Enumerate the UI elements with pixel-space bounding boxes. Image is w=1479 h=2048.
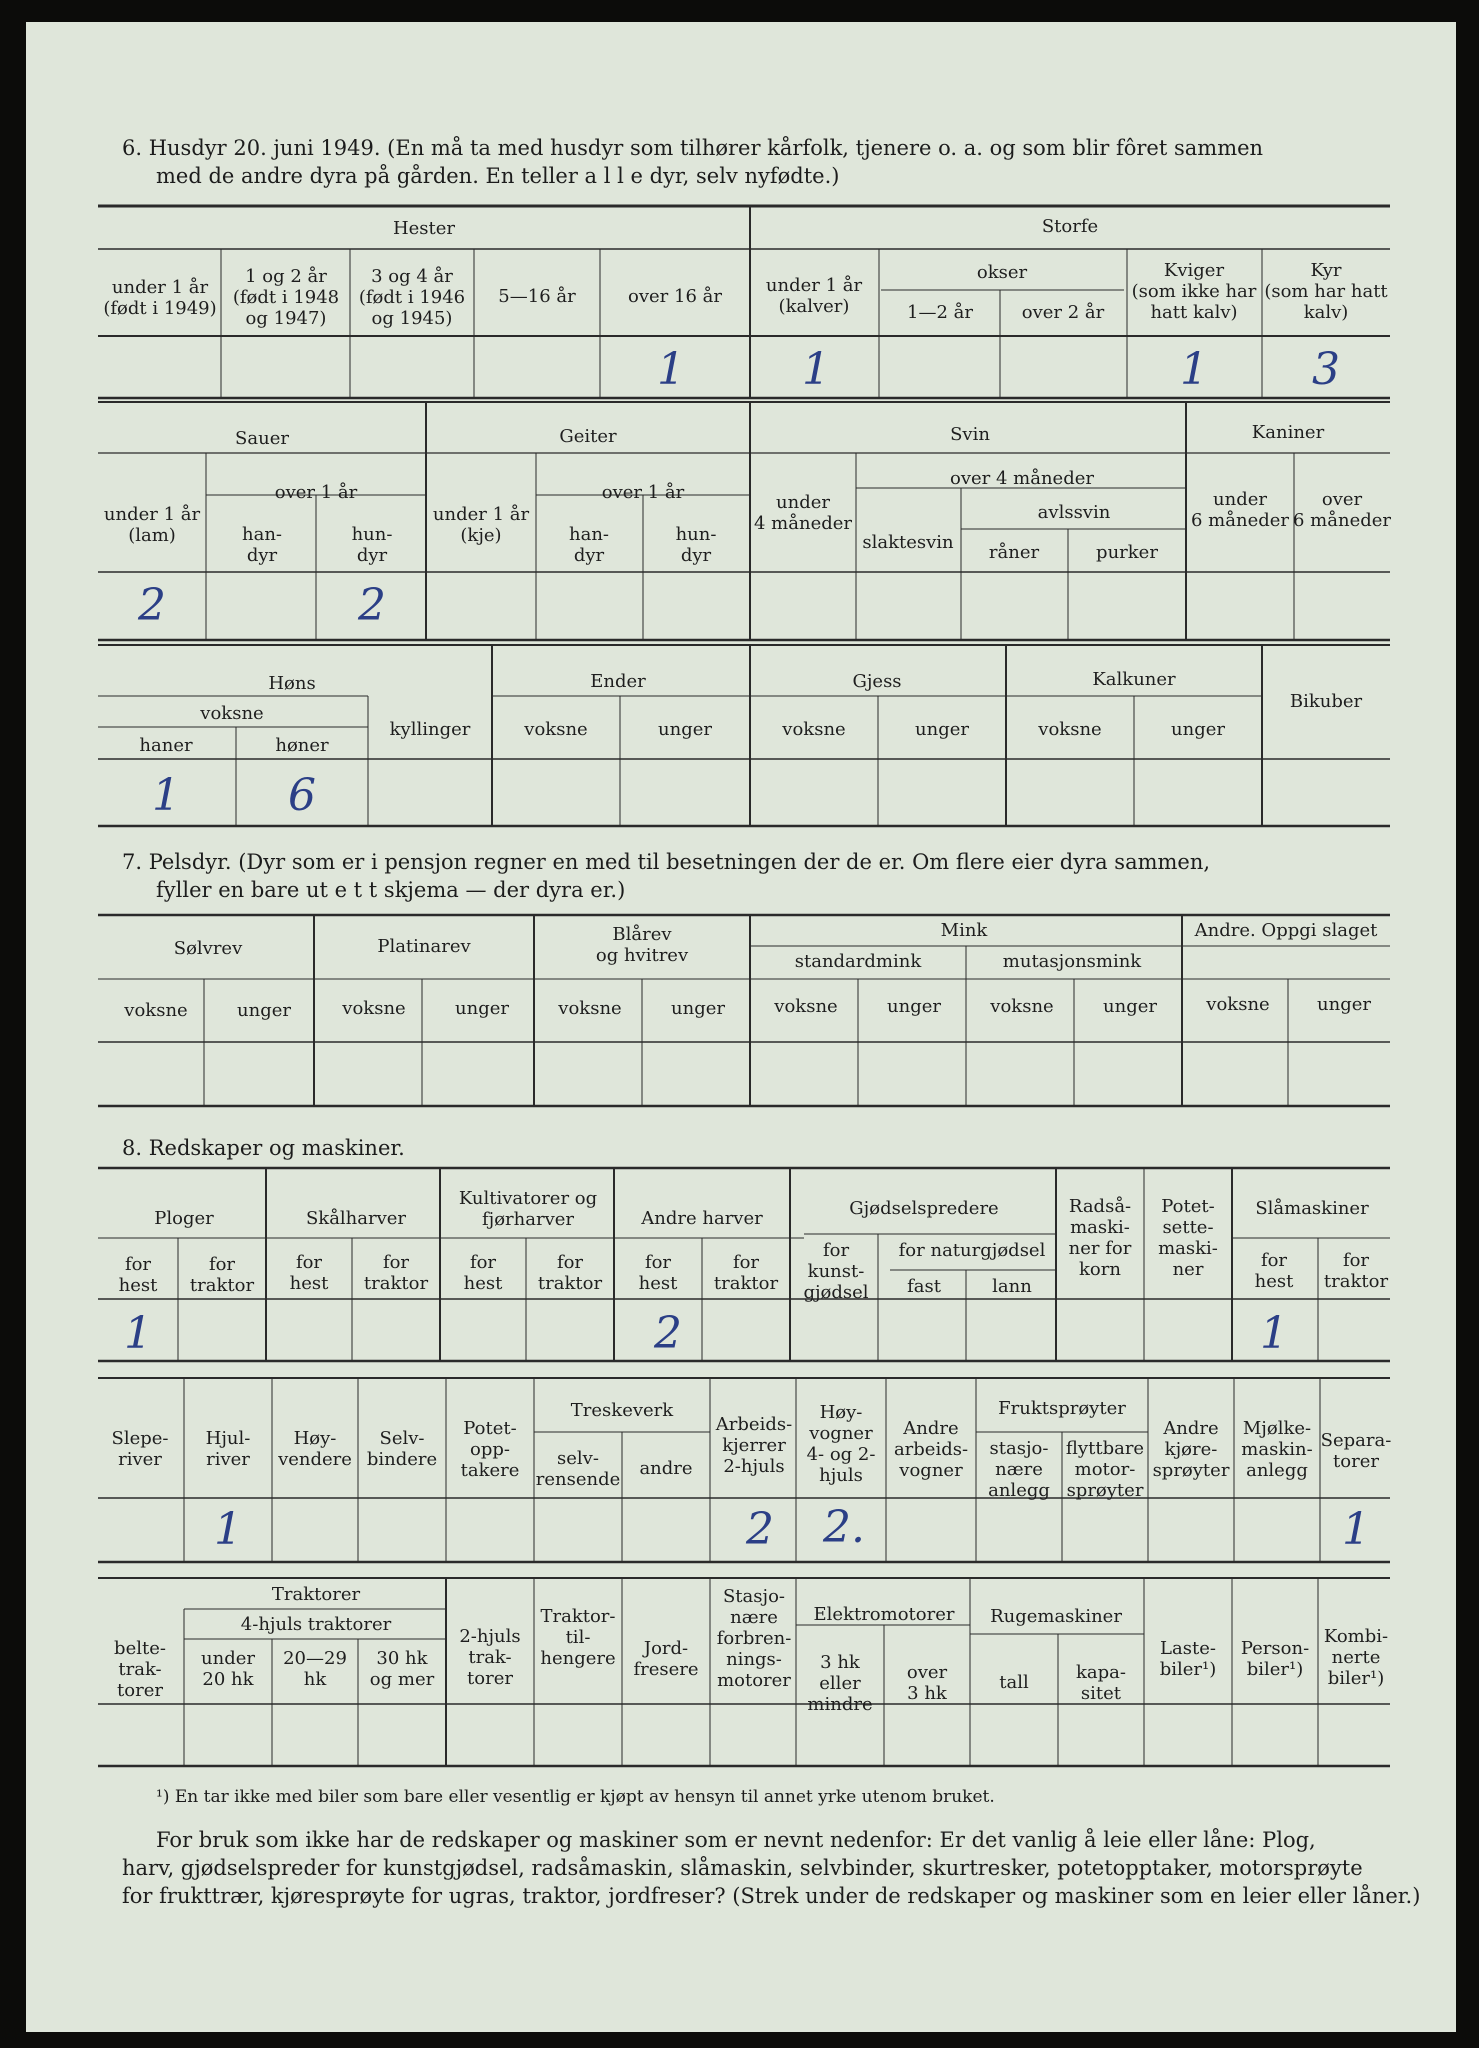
ender-title: Ender [590,671,646,692]
traktor-20-29: 20—29 hk [283,1648,347,1690]
hons-voksne: voksne [200,703,264,724]
redskap-skalharver: Skålharver [305,1208,407,1229]
hons-haner-value[interactable]: 1 [152,770,180,821]
storfe-okser-1-2: 1—2 år [907,302,973,323]
redskap-rugemaskiner: Rugemaskiner [990,1606,1122,1627]
hjulriver-value[interactable]: 1 [214,1504,242,1555]
svin-slakte: slaktesvin [862,532,954,553]
bikuber: Bikuber [1289,691,1363,712]
redskap-lastebiler: Laste- biler¹) [1159,1638,1217,1680]
pels-unger-6: unger [1317,994,1371,1015]
section8-heading: 8. Redskaper og maskiner. [122,1136,405,1160]
sauer-lam: under 1 år (lam) [103,504,201,546]
hons-honer-value[interactable]: 6 [288,770,316,821]
elektro-over3: over 3 hk [906,1662,948,1704]
pels-voksne-1: voksne [124,1000,188,1021]
kalkuner-voksne: voksne [1038,719,1102,740]
traktor-2hjuls: 2-hjuls trak- torer [459,1626,521,1689]
redskap-radsamaskiner: Radså- maski- ner for korn [1068,1196,1132,1280]
sauer-lam-value[interactable]: 2 [138,580,166,631]
redskap-jordfresere: Jord- fresere [633,1638,699,1680]
mink-standard: standardmink [794,951,922,972]
traktor-under20: under 20 hk [201,1648,255,1690]
closing-line3: for frukttrær, kjøresprøyte for ugras, traktor, jordfreser? (Strek under de redskaper og maskiner som en leier eller låner.) [122,1884,1421,1908]
sauer-hundyr-value[interactable]: 2 [358,580,386,631]
svin-over4: over 4 måneder [950,468,1094,489]
storfe-calves-value[interactable]: 1 [802,344,830,395]
redskap-potetopptakere: Potet- opp- takere [460,1418,520,1481]
redskap-slamaskiner: Slåmaskiner [1255,1198,1369,1219]
redskap-arbeidskjerrer: Arbeids- kjerrer 2-hjuls [715,1414,793,1477]
kaniner-under6: under 6 måneder [1191,489,1289,531]
harv-for-hest: for hest [638,1252,678,1294]
gjess-title: Gjess [852,671,902,692]
tresk-selvrensende: selv- rensende [535,1448,621,1490]
redskap-fruktsproyter: Fruktsprøyter [998,1398,1126,1419]
frukt-flyttbare: flyttbare motor- sprøyter [1065,1438,1145,1501]
ender-voksne: voksne [524,719,588,740]
svin-avls: avlssvin [1037,502,1111,523]
hester-title: Hester [392,218,456,239]
hons-title: Høns [268,673,316,694]
ruge-kapasitet: kapa- sitet [1076,1662,1126,1704]
arbeidskjerrer-value[interactable]: 2 [746,1504,774,1555]
gjess-voksne: voksne [782,719,846,740]
sauer-over: over 1 år [274,482,358,503]
pels-blarev: Blårev og hvitrev [595,924,689,966]
sauer-hundyr: hun- dyr [351,524,393,566]
plog-for-hest: for hest [118,1254,158,1296]
gjodsel-kunst: for kunst- gjødsel [803,1240,869,1303]
pels-voksne-2: voksne [342,998,406,1019]
redskap-kjoresproyter: Andre kjøre- sprøyter [1152,1418,1230,1481]
redskap-personbiler: Person- biler¹) [1240,1638,1310,1680]
redskap-kultivatorer: Kultivatorer og fjørharver [458,1188,598,1230]
section6-heading-line2: med de andre dyra på gården. En teller a l l e dyr, selv nyfødte.) [156,164,840,188]
redskap-gjodselspredere: Gjødselspredere [849,1198,999,1219]
redskap-hjulriver: Hjul- river [205,1428,251,1470]
skal-for-hest: for hest [289,1252,329,1294]
redskap-traktortilhengere: Traktor- til- hengere [540,1606,616,1669]
closing-line2: harv, gjødselspreder for kunstgjødsel, radsåmaskin, slåmaskin, selvbinder, skurtresker, potetopptaker, motorsprøyte [122,1856,1363,1880]
sauer-handyr: han- dyr [242,524,282,566]
ender-unger: unger [658,719,712,740]
plog-hest-value[interactable]: 1 [124,1308,152,1359]
hester-col-5: over 16 år [628,286,722,307]
pels-solvrev: Sølvrev [173,938,243,959]
separatorer-value[interactable]: 1 [1342,1504,1370,1555]
hons-haner: haner [139,735,193,756]
redskap-andre-harver: Andre harver [641,1208,763,1229]
hester-col-1: under 1 år (født i 1949) [103,277,217,319]
traktor-belte: belte- trak- torer [114,1638,166,1701]
geiter-kje: under 1 år (kje) [432,504,530,546]
pels-voksne-3: voksne [558,998,622,1019]
redskap-hoyvogner: Høy- vogner 4- og 2- hjuls [806,1402,876,1486]
storfe-kyr-value[interactable]: 3 [1312,344,1340,395]
hester-col-4: 5—16 år [498,286,576,307]
gjess-unger: unger [915,719,969,740]
footnote: ¹) En tar ikke med biler som bare eller vesentlig er kjøpt av hensyn til annet yrke utenom bruket. [156,1787,995,1807]
redskap-separatorer: Separa- torer [1320,1430,1392,1472]
elektro-3hk: 3 hk eller mindre [807,1652,873,1715]
pels-unger-2: unger [455,998,509,1019]
storfe-okser-over2: over 2 år [1021,302,1105,323]
pels-voksne-6: voksne [1206,994,1270,1015]
gjodsel-natur: for naturgjødsel [898,1240,1046,1261]
section6-heading-line1: 6. Husdyr 20. juni 1949. (En må ta med husdyr som tilhører kårfolk, tjenere o. a. og som blir fôret sammen [122,136,1264,160]
storfe-kviger-value[interactable]: 1 [1180,344,1208,395]
kaniner-title: Kaniner [1251,422,1325,443]
section7-heading-line1: 7. Pelsdyr. (Dyr som er i pensjon regner en med til besetningen der de er. Om flere eier dyra sammen, [122,850,1211,874]
svin-raner: råner [988,542,1040,563]
harv-for-traktor: for traktor [713,1252,779,1294]
redskap-elektromotorer: Elektromotorer [813,1604,955,1625]
redskap-selvbindere: Selv- bindere [366,1428,438,1470]
section7-heading-line2: fyller en bare ut e t t skjema — der dyra er.) [156,878,626,902]
kaniner-over6: over 6 måneder [1293,489,1391,531]
tresk-andre: andre [639,1458,693,1479]
svin-purker: purker [1096,542,1158,563]
kalkuner-title: Kalkuner [1092,669,1176,690]
storfe-title: Storfe [1041,216,1099,237]
traktor-4hjuls: 4-hjuls traktorer [240,1614,392,1635]
storfe-okser: okser [976,262,1028,283]
geiter-handyr: han- dyr [569,524,609,566]
hons-honer: høner [275,735,329,756]
redskap-andre-vogner: Andre arbeids- vogner [893,1418,969,1481]
hester-col-2: 1 og 2 år (født i 1948 og 1947) [232,266,340,329]
kult-for-traktor: for traktor [537,1252,603,1294]
storfe-kviger: Kviger (som ikke har hatt kalv) [1131,260,1257,323]
pels-voksne-4: voksne [774,996,838,1017]
pels-unger-3: unger [671,998,725,1019]
kult-for-hest: for hest [463,1252,503,1294]
redskap-traktorer: Traktorer [271,1584,361,1605]
plog-for-traktor: for traktor [189,1254,255,1296]
redskap-ploger: Ploger [154,1208,214,1229]
pels-unger-4: unger [887,996,941,1017]
sla-for-traktor: for traktor [1323,1250,1389,1292]
frukt-stasjonaere: stasjo- nære anlegg [988,1438,1050,1501]
ruge-tall: tall [999,1672,1029,1693]
hester-over16-value[interactable]: 1 [657,344,685,395]
storfe-kyr: Kyr (som har hatt kalv) [1264,260,1388,323]
redskap-potetsettemaskiner: Potet- sette- maski- ner [1158,1196,1218,1280]
pels-platinarev: Platinarev [377,936,471,957]
hons-kyllinger: kyllinger [389,719,471,740]
gjodsel-fast: fast [907,1276,941,1297]
traktor-30: 30 hk og mer [369,1648,435,1690]
closing-line1: For bruk som ikke har de redskaper og maskiner som er nevnt nedenfor: Er det vanlig å leie eller låne: Plog, [156,1828,1316,1852]
redskap-hoyvendere: Høy- vendere [278,1428,352,1470]
svin-under4: under 4 måneder [754,492,852,534]
sla-hest-value[interactable]: 1 [1260,1308,1288,1359]
skal-for-traktor: for traktor [363,1252,429,1294]
redskap-stasjonaere-motorer: Stasjo- nære forbren- nings- motorer [716,1586,792,1691]
redskap-kombinerte-biler: Kombi- nerte biler¹) [1323,1626,1389,1689]
gjodsel-lann: lann [992,1276,1032,1297]
redskap-sleperiver: Slepe- river [111,1428,169,1470]
sla-for-hest: for hest [1254,1250,1294,1292]
svin-title: Svin [950,424,990,445]
hoyvogner-value[interactable]: 2. [823,1502,865,1553]
geiter-over: over 1 år [601,482,685,503]
mink-mutasjon: mutasjonsmink [1002,951,1142,972]
geiter-hundyr: hun- dyr [675,524,717,566]
pels-unger-5: unger [1103,996,1157,1017]
pels-mink: Mink [940,920,988,941]
pels-voksne-5: voksne [990,996,1054,1017]
census-form-page [26,22,1456,2032]
pels-unger-1: unger [237,1000,291,1021]
storfe-calves: under 1 år (kalver) [765,275,863,317]
harv-hest-value[interactable]: 2 [654,1308,682,1359]
kalkuner-unger: unger [1171,719,1225,740]
pels-andre: Andre. Oppgi slaget [1194,920,1378,941]
hester-col-3: 3 og 4 år (født i 1946 og 1945) [358,266,466,329]
sauer-title: Sauer [235,428,289,449]
redskap-mjolkemaskin: Mjølke- maskin- anlegg [1241,1418,1313,1481]
geiter-title: Geiter [559,426,617,447]
redskap-treskeverk: Treskeverk [570,1400,674,1421]
